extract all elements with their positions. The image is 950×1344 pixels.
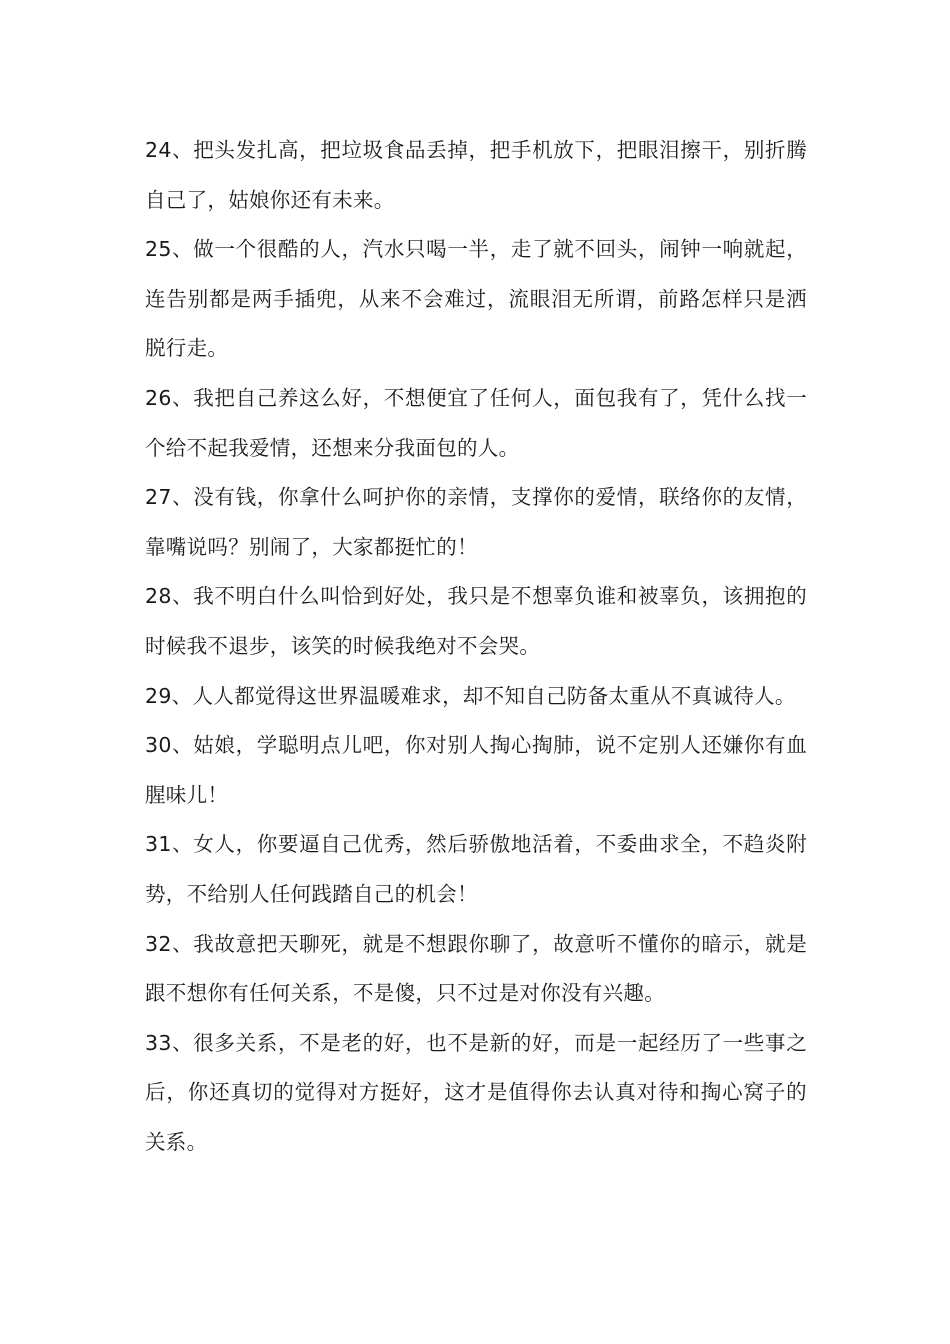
paragraph-32: 32、我故意把天聊死，就是不想跟你聊了，故意听不懂你的暗示，就是跟不想你有任何关系，不是傻，只不过是对你没有兴趣。: [145, 931, 807, 1006]
paragraph-33: 33、很多关系，不是老的好，也不是新的好，而是一起经历了一些事之后，你还真切的觉得对方挺好，这才是值得你去认真对待和掏心窝子的关系。: [145, 1030, 807, 1154]
paragraph-30: 30、姑娘，学聪明点儿吧，你对别人掏心掏肺，说不定别人还嫌你有血腥味儿！: [145, 733, 807, 807]
paragraph-25: 25、做一个很酷的人，汽水只喝一半，走了就不回头，闹钟一响就起，连告别都是两手插兜，从来不会难过，流眼泪无所谓，前路怎样只是洒脱行走。: [145, 237, 807, 361]
paragraph-29: 29、人人都觉得这世界温暖难求，却不知自己防备太重从不真诚待人。: [145, 683, 796, 708]
paragraph-27: 27、没有钱，你拿什么呵护你的亲情，支撑你的爱情，联络你的友情，靠嘴说吗？别闹了，大家都挺忙的！: [145, 485, 807, 559]
document-body: [145, 126, 807, 1167]
paragraph-28: 28、我不明白什么叫恰到好处，我只是不想辜负谁和被辜负，该拥抱的时候我不退步，该笑的时候我绝对不会哭。: [145, 584, 807, 658]
paragraph-24: 24、把头发扎高，把垃圾食品丢掉，把手机放下，把眼泪擦干，别折腾自己了，姑娘你还有未来。: [145, 138, 807, 212]
paragraph-31: 31、女人，你要逼自己优秀，然后骄傲地活着，不委曲求全，不趋炎附势，不给别人任何践踏自己的机会！: [145, 832, 807, 906]
paragraph-26: 26、我把自己养这么好，不想便宜了任何人，面包我有了，凭什么找一个给不起我爱情，还想来分我面包的人。: [145, 385, 807, 460]
